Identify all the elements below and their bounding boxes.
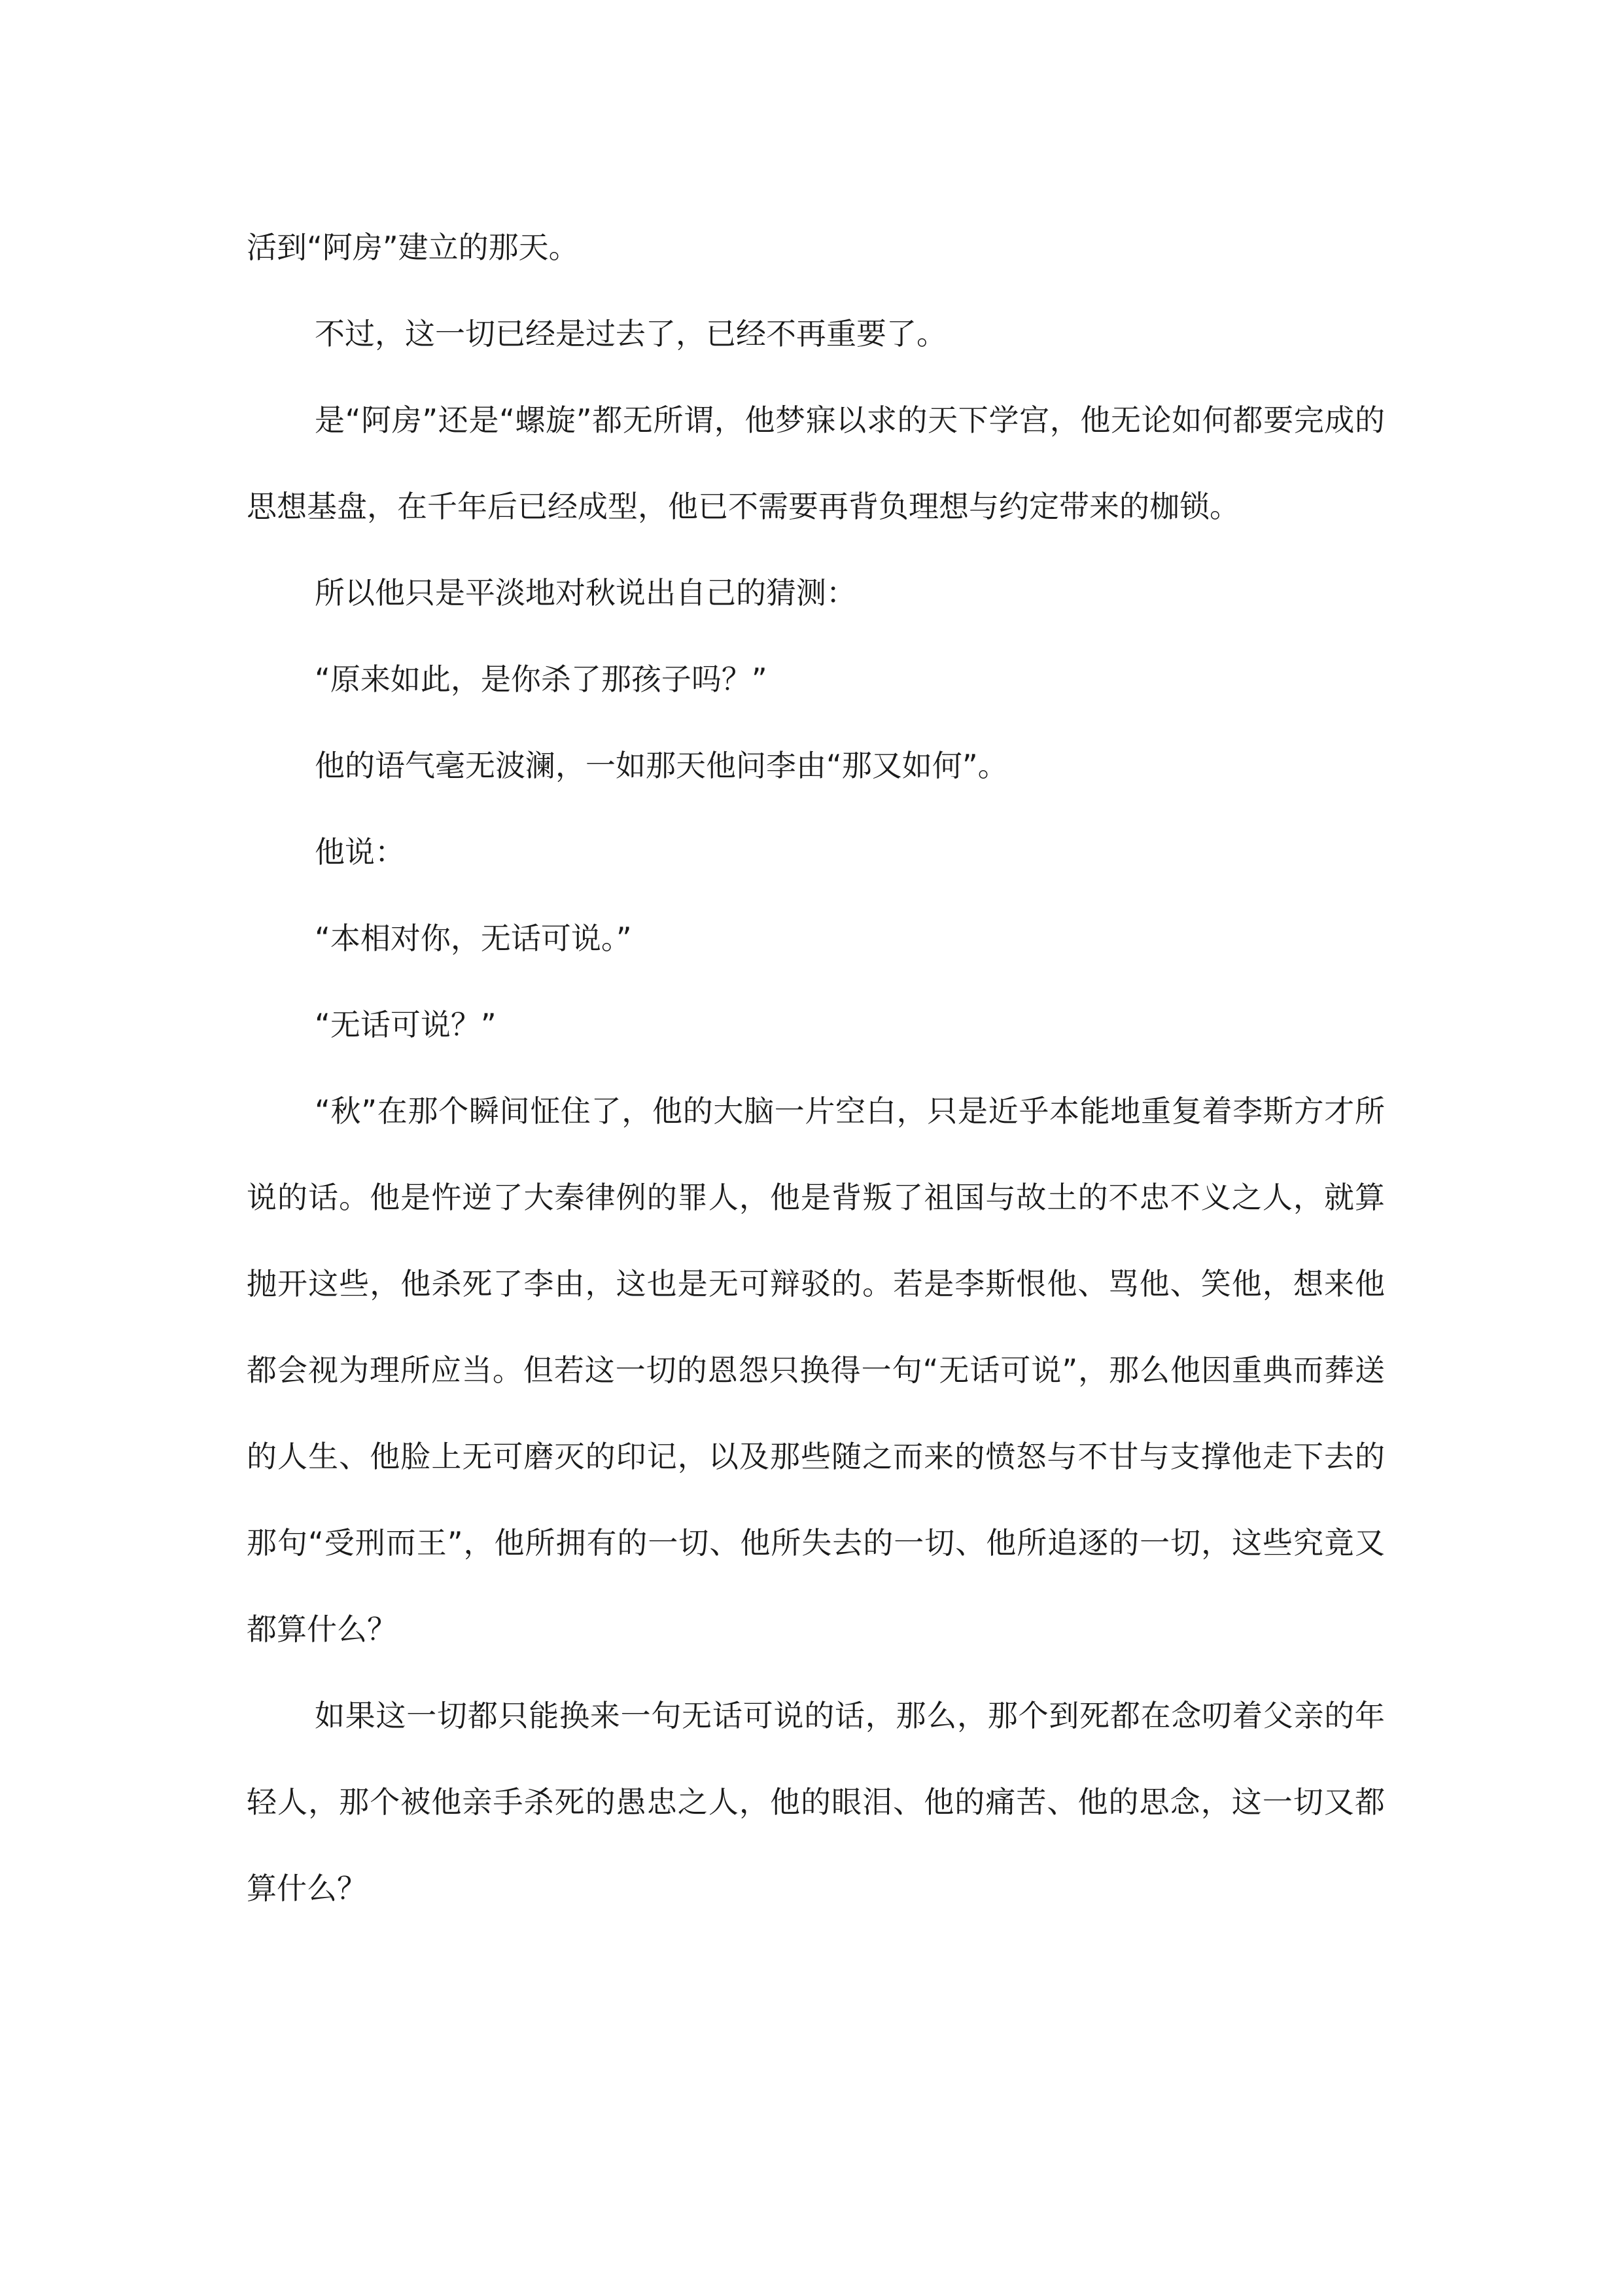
paragraph: “本相对你，无话可说。” [315,921,632,956]
paragraph: 他说： [315,834,405,870]
paragraph: 如果这一切都只能换来一句无话可说的话，那么，那个到死都在念叨着父亲的年轻人，那个被他亲手杀死的愚忠之人，他的眼泪、他的痛苦、他的思念，这一切又都算什么？ [247,1698,1385,1906]
paragraph: 他的语气毫无波澜，一如那天他问李由“那又如何”。 [315,748,1008,783]
body-text [247,204,1385,1932]
paragraph: 是“阿房”还是“螺旋”都无所谓，他梦寐以求的天下学宫，他无论如何都要完成的思想基盘，在千年后已经成型，他已不需要再背负理想与约定带来的枷锁。 [247,402,1385,524]
paragraph: 不过，这一切已经是过去了，已经不再重要了。 [315,316,947,351]
paragraph: “无话可说？” [315,1007,497,1042]
paragraph: 活到“阿房”建立的那天。 [247,230,579,265]
paragraph: “原来如此，是你杀了那孩子吗？” [315,662,767,697]
paragraph: “秋”在那个瞬间怔住了，他的大脑一片空白，只是近乎本能地重复着李斯方才所说的话。他是忤逆了大秦律例的罪人，他是背叛了祖国与故土的不忠不义之人，就算抛开这些，他杀死了李由，这也是无可辩驳的。若是李斯恨他、骂他、笑他，想来他都会视为理所应当。但若这一切的恩怨只换得一句“无话可说”，那么他因重典而葬送的人生、他脸上无可磨灭的印记，以及那些随之而来的愤怒与不甘与支撑他走下去的那句“受刑而王”，他所拥有的一切、他所失去的一切、他所追逐的一切，这些究竟又都算什么？ [247,1093,1385,1647]
paragraph: 所以他只是平淡地对秋说出自己的猜测： [315,575,856,610]
